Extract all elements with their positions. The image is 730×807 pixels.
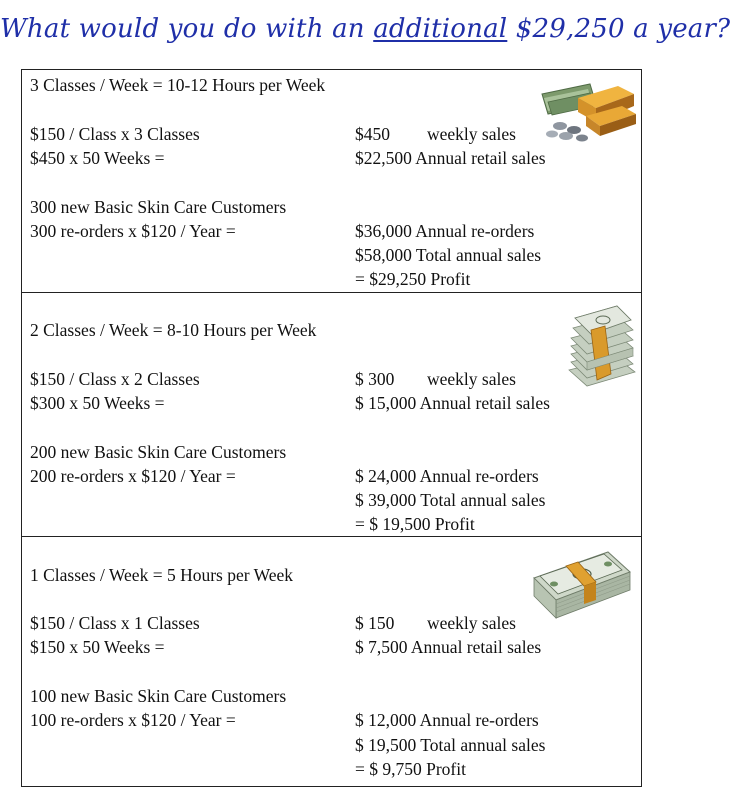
profit-line: = $ 9,750 Profit bbox=[355, 759, 466, 779]
calc-weekly-amount: $ 300 bbox=[355, 369, 395, 389]
title-underlined-word: additional bbox=[373, 14, 508, 44]
title-text-before: What would you do with an bbox=[0, 14, 374, 44]
total-sales: $ 39,000 Total annual sales bbox=[355, 490, 546, 510]
calc-weekly-left: $150 / Class x 3 Classes bbox=[30, 124, 200, 144]
calc-annual-left: $300 x 50 Weeks = bbox=[30, 393, 165, 413]
reorders-left: 300 re-orders x $120 / Year = bbox=[30, 221, 236, 241]
customers-line: 300 new Basic Skin Care Customers bbox=[30, 197, 287, 217]
calc-annual-left: $150 x 50 Weeks = bbox=[30, 637, 165, 657]
customers-line: 100 new Basic Skin Care Customers bbox=[30, 686, 287, 706]
customers-line: 200 new Basic Skin Care Customers bbox=[30, 442, 287, 462]
calc-weekly-label: weekly sales bbox=[427, 613, 516, 633]
section-divider bbox=[22, 536, 641, 537]
gold-bars-cash-icon bbox=[538, 78, 638, 146]
reorders-left: 100 re-orders x $120 / Year = bbox=[30, 710, 236, 730]
section-header: 2 Classes / Week = 8-10 Hours per Week bbox=[30, 320, 317, 340]
section-divider bbox=[22, 292, 641, 293]
calc-weekly-label: weekly sales bbox=[427, 124, 516, 144]
reorders-right: $ 24,000 Annual re-orders bbox=[355, 466, 539, 486]
title-text-after: $29,250 a year? bbox=[507, 14, 730, 44]
total-sales: $58,000 Total annual sales bbox=[355, 245, 542, 265]
reorders-right: $ 12,000 Annual re-orders bbox=[355, 710, 539, 730]
income-table bbox=[21, 69, 642, 787]
calc-annual-left: $450 x 50 Weeks = bbox=[30, 148, 165, 168]
section-header: 3 Classes / Week = 10-12 Hours per Week bbox=[30, 75, 326, 95]
reorders-right: $36,000 Annual re-orders bbox=[355, 221, 535, 241]
calc-weekly-amount: $ 150 bbox=[355, 613, 395, 633]
calc-annual-right: $22,500 Annual retail sales bbox=[355, 148, 546, 168]
calc-weekly-label: weekly sales bbox=[427, 369, 516, 389]
section-header: 1 Classes / Week = 5 Hours per Week bbox=[30, 565, 294, 585]
profit-line: = $29,250 Profit bbox=[355, 269, 471, 289]
total-sales: $ 19,500 Total annual sales bbox=[355, 735, 546, 755]
calc-weekly-amount: $450 bbox=[355, 124, 390, 144]
money-bundle-icon bbox=[530, 548, 636, 620]
calc-weekly-left: $150 / Class x 2 Classes bbox=[30, 369, 200, 389]
reorders-left: 200 re-orders x $120 / Year = bbox=[30, 466, 236, 486]
calc-weekly-left: $150 / Class x 1 Classes bbox=[30, 613, 200, 633]
money-stack-tall-icon bbox=[565, 298, 639, 390]
calc-annual-right: $ 7,500 Annual retail sales bbox=[355, 637, 542, 657]
profit-line: = $ 19,500 Profit bbox=[355, 514, 475, 534]
calc-annual-right: $ 15,000 Annual retail sales bbox=[355, 393, 550, 413]
page-title bbox=[0, 14, 730, 44]
